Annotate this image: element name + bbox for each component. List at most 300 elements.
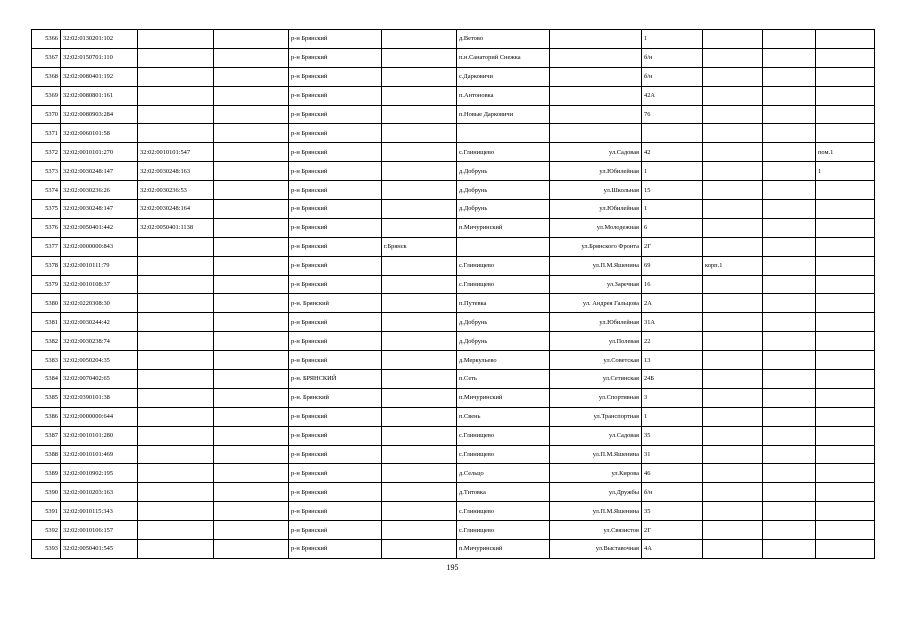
table-cell: д.Добрунь [457, 200, 550, 219]
table-cell [816, 294, 875, 313]
table-cell [763, 483, 816, 502]
table-cell [214, 237, 289, 256]
table-cell [816, 48, 875, 67]
table-cell: р-н Брянский [289, 483, 382, 502]
table-cell: р-н Брянский [289, 48, 382, 67]
table-cell [382, 48, 457, 67]
table-cell: р-н. Брянский [289, 388, 382, 407]
table-cell [703, 143, 763, 162]
table-cell [382, 162, 457, 181]
table-cell [763, 181, 816, 200]
table-row [32, 275, 875, 294]
table-cell: 32:02:0030248:147 [61, 200, 138, 219]
table-cell: 32:02:0010101:280 [61, 426, 138, 445]
table-cell: 32:02:0010115:343 [61, 502, 138, 521]
table-row [32, 143, 875, 162]
table-cell [382, 86, 457, 105]
table-cell: ул.П.М.Яшенина [550, 445, 642, 464]
table-cell [816, 256, 875, 275]
table-cell: п.Новые Дарковичи [457, 105, 550, 124]
table-row [32, 502, 875, 521]
table-cell [816, 483, 875, 502]
table-cell: 5378 [32, 256, 61, 275]
table-cell [382, 464, 457, 483]
table-cell [214, 124, 289, 143]
table-cell: 1 [816, 162, 875, 181]
table-cell [138, 370, 214, 389]
table-row [32, 464, 875, 483]
table-cell: 5371 [32, 124, 61, 143]
table-cell: р-н Брянский [289, 502, 382, 521]
table-row [32, 521, 875, 540]
table-cell [138, 256, 214, 275]
table-cell [138, 86, 214, 105]
table-cell [214, 332, 289, 351]
table-body [32, 30, 875, 559]
table-cell: 32:02:0220308:30 [61, 294, 138, 313]
table-cell [816, 218, 875, 237]
table-cell: п.Мичуринский [457, 540, 550, 559]
table-cell [214, 86, 289, 105]
table-cell: р-н Брянский [289, 275, 382, 294]
table-cell: 76 [642, 105, 703, 124]
table-cell: ул.Полевая [550, 332, 642, 351]
table-cell [816, 86, 875, 105]
table-cell: р-н Брянский [289, 313, 382, 332]
table-cell [763, 162, 816, 181]
table-cell [763, 275, 816, 294]
table-cell: с.Глинищево [457, 426, 550, 445]
table-cell: р-н Брянский [289, 200, 382, 219]
table-cell: 5385 [32, 388, 61, 407]
table-cell [816, 502, 875, 521]
table-cell: р-н Брянский [289, 86, 382, 105]
table-cell [214, 48, 289, 67]
table-cell [703, 426, 763, 445]
table-cell [138, 237, 214, 256]
table-cell [382, 540, 457, 559]
table-cell: 5386 [32, 407, 61, 426]
table-cell: 5369 [32, 86, 61, 105]
table-cell [138, 105, 214, 124]
table-cell [763, 521, 816, 540]
table-cell [214, 30, 289, 49]
table-cell: 32:02:0050204:35 [61, 351, 138, 370]
table-cell [138, 124, 214, 143]
table-cell: 32:02:0390101:38 [61, 388, 138, 407]
table-cell [703, 445, 763, 464]
table-cell: 5381 [32, 313, 61, 332]
table-cell [816, 275, 875, 294]
table-cell [816, 426, 875, 445]
table-cell: 31А [642, 313, 703, 332]
table-cell [457, 237, 550, 256]
table-cell [214, 521, 289, 540]
table-cell [816, 407, 875, 426]
table-cell: д.Добрунь [457, 313, 550, 332]
table-cell: б/н [642, 48, 703, 67]
table-cell: корп.1 [703, 256, 763, 275]
table-cell: 5375 [32, 200, 61, 219]
table-row [32, 162, 875, 181]
table-cell [703, 86, 763, 105]
table-cell: пом.1 [816, 143, 875, 162]
table-cell: р-н Брянский [289, 540, 382, 559]
table-cell: 5393 [32, 540, 61, 559]
table-cell [703, 200, 763, 219]
table-cell: ул.Дружбы [550, 483, 642, 502]
table-cell: 32:02:0030236:26 [61, 181, 138, 200]
table-cell [138, 540, 214, 559]
table-cell: 5382 [32, 332, 61, 351]
table-cell: 31 [642, 445, 703, 464]
table-row [32, 332, 875, 351]
table-row [32, 370, 875, 389]
table-cell: 32:02:0010902:195 [61, 464, 138, 483]
table-cell: 32:02:0010111:79 [61, 256, 138, 275]
table-cell [214, 256, 289, 275]
table-cell [214, 313, 289, 332]
table-cell: 5366 [32, 30, 61, 49]
table-cell: р-н Брянский [289, 521, 382, 540]
table-cell: ул.Юбилейная [550, 313, 642, 332]
table-cell: р-н. Брянский [289, 294, 382, 313]
table-cell [703, 351, 763, 370]
table-cell [550, 30, 642, 49]
table-cell [214, 407, 289, 426]
table-cell [214, 483, 289, 502]
table-cell: р-н Брянский [289, 124, 382, 143]
table-cell [382, 294, 457, 313]
table-cell [816, 332, 875, 351]
table-cell: р-н Брянский [289, 332, 382, 351]
table-row [32, 483, 875, 502]
table-cell [382, 445, 457, 464]
table-cell: 5387 [32, 426, 61, 445]
table-row [32, 351, 875, 370]
table-cell [763, 294, 816, 313]
table-cell [703, 502, 763, 521]
table-cell: 1 [642, 200, 703, 219]
table-row [32, 30, 875, 49]
table-cell: 35 [642, 502, 703, 521]
table-cell: с.Глинищево [457, 143, 550, 162]
table-cell [382, 407, 457, 426]
table-cell [382, 200, 457, 219]
table-cell: 32:02:0010106:157 [61, 521, 138, 540]
table-cell: р-н Брянский [289, 218, 382, 237]
table-cell: 32:02:0050401:1138 [138, 218, 214, 237]
table-cell: 5374 [32, 181, 61, 200]
table-cell: 32:02:0030236:53 [138, 181, 214, 200]
table-cell [816, 313, 875, 332]
table-cell: р-н Брянский [289, 407, 382, 426]
table-cell [138, 313, 214, 332]
table-cell [214, 370, 289, 389]
table-cell [382, 105, 457, 124]
table-cell: 5368 [32, 67, 61, 86]
table-cell [550, 48, 642, 67]
table-cell: 32:02:0060101:58 [61, 124, 138, 143]
table-cell: р-н Брянский [289, 143, 382, 162]
table-cell [214, 540, 289, 559]
table-cell [816, 181, 875, 200]
table-cell: 32:02:0030248:163 [138, 162, 214, 181]
table-cell: 69 [642, 256, 703, 275]
table-cell: б/н [642, 483, 703, 502]
table-cell [763, 426, 816, 445]
table-cell: 32:02:0000000:843 [61, 237, 138, 256]
table-cell [816, 388, 875, 407]
table-cell [382, 218, 457, 237]
table-cell: ул.Молодежная [550, 218, 642, 237]
table-cell [703, 407, 763, 426]
table-cell [763, 237, 816, 256]
table-cell [763, 256, 816, 275]
table-cell: п.Мичуринский [457, 388, 550, 407]
table-cell: п.Путевка [457, 294, 550, 313]
table-cell [816, 30, 875, 49]
table-cell: ул.Выставочная [550, 540, 642, 559]
table-cell [703, 464, 763, 483]
table-cell: ул.Юбилейная [550, 200, 642, 219]
table-cell [382, 502, 457, 521]
table-cell [214, 464, 289, 483]
table-row [32, 48, 875, 67]
table-cell [703, 521, 763, 540]
table-cell [816, 464, 875, 483]
table-cell [816, 67, 875, 86]
table-cell: ул.П.М.Яшенина [550, 502, 642, 521]
table-cell [763, 502, 816, 521]
table-cell [763, 332, 816, 351]
table-cell: 5373 [32, 162, 61, 181]
table-cell: ул.Заречная [550, 275, 642, 294]
table-cell: 6 [642, 218, 703, 237]
table-cell: 5379 [32, 275, 61, 294]
table-cell [382, 143, 457, 162]
table-cell: ул.Советская [550, 351, 642, 370]
table-cell: р-н Брянский [289, 181, 382, 200]
table-cell: 32:02:0070402:65 [61, 370, 138, 389]
table-cell: ул.Брянского Фронта [550, 237, 642, 256]
table-cell [457, 124, 550, 143]
table-cell: п.Мичуринский [457, 218, 550, 237]
table-cell: р-н Брянский [289, 67, 382, 86]
table-cell [214, 426, 289, 445]
table-cell [816, 370, 875, 389]
table-row [32, 294, 875, 313]
table-cell [138, 388, 214, 407]
table-cell: 22 [642, 332, 703, 351]
table-cell [382, 275, 457, 294]
table-cell: 32:02:0010101:270 [61, 143, 138, 162]
table-cell: р-н Брянский [289, 351, 382, 370]
registry-table [31, 29, 875, 559]
table-row [32, 181, 875, 200]
table-cell [816, 237, 875, 256]
table-cell [703, 332, 763, 351]
table-cell [138, 48, 214, 67]
table-cell [382, 124, 457, 143]
table-cell: 32:02:0010108:37 [61, 275, 138, 294]
table-cell: р-н Брянский [289, 162, 382, 181]
table-cell: д.Меркульево [457, 351, 550, 370]
table-cell [382, 332, 457, 351]
table-row [32, 445, 875, 464]
table-cell [550, 124, 642, 143]
table-row [32, 200, 875, 219]
table-cell: с.Глинищево [457, 275, 550, 294]
table-cell: 5392 [32, 521, 61, 540]
table-cell: ул.Садовая [550, 143, 642, 162]
table-cell: р-н Брянский [289, 105, 382, 124]
table-cell: 5370 [32, 105, 61, 124]
table-cell [382, 313, 457, 332]
table-cell: 5380 [32, 294, 61, 313]
table-cell [763, 30, 816, 49]
table-cell: ул.Спортивная [550, 388, 642, 407]
table-cell: 32:02:0030248:164 [138, 200, 214, 219]
table-row [32, 67, 875, 86]
table-cell: 42А [642, 86, 703, 105]
table-cell [138, 521, 214, 540]
table-cell: п.Свень [457, 407, 550, 426]
table-cell [214, 502, 289, 521]
table-cell: ул.Кирова [550, 464, 642, 483]
table-cell: ул.Сетинская [550, 370, 642, 389]
table-cell: с.Глинищево [457, 521, 550, 540]
table-cell [816, 521, 875, 540]
table-cell: ул. Андрея Гальцова [550, 294, 642, 313]
table-cell: с.Глинищево [457, 502, 550, 521]
table-cell [763, 445, 816, 464]
table-cell: 32:02:0130201:102 [61, 30, 138, 49]
table-cell [763, 370, 816, 389]
table-cell: р-н Брянский [289, 30, 382, 49]
table-cell [816, 124, 875, 143]
table-cell [703, 124, 763, 143]
table-cell: 32:02:0080801:161 [61, 86, 138, 105]
table-cell: 4А [642, 540, 703, 559]
table-cell: 24Б [642, 370, 703, 389]
table-cell: 1 [642, 407, 703, 426]
table-cell [642, 124, 703, 143]
table-cell: 32:02:0010203:163 [61, 483, 138, 502]
table-cell [138, 294, 214, 313]
table-cell [214, 162, 289, 181]
table-cell: 2А [642, 294, 703, 313]
table-cell [763, 313, 816, 332]
table-cell: ул.Связистов [550, 521, 642, 540]
table-cell: 32:02:0080903:284 [61, 105, 138, 124]
table-cell: 32:02:0010101:547 [138, 143, 214, 162]
table-cell: б/н [642, 67, 703, 86]
table-cell [703, 294, 763, 313]
table-cell: г.Брянск [382, 237, 457, 256]
table-cell [382, 521, 457, 540]
table-row [32, 237, 875, 256]
table-cell [816, 105, 875, 124]
table-row [32, 124, 875, 143]
table-row [32, 256, 875, 275]
table-cell: с.Глинищево [457, 256, 550, 275]
table-cell [382, 351, 457, 370]
table-cell [214, 181, 289, 200]
table-row [32, 388, 875, 407]
table-cell [703, 237, 763, 256]
table-row [32, 218, 875, 237]
table-row [32, 426, 875, 445]
table-cell: с.Глинищево [457, 445, 550, 464]
table-cell [816, 200, 875, 219]
table-cell: 5389 [32, 464, 61, 483]
table-row [32, 540, 875, 559]
table-cell [382, 388, 457, 407]
table-cell [214, 275, 289, 294]
table-cell [816, 540, 875, 559]
table-cell: 5367 [32, 48, 61, 67]
table-cell: 2Г [642, 237, 703, 256]
table-row [32, 313, 875, 332]
table-cell [138, 30, 214, 49]
table-cell: 42 [642, 143, 703, 162]
table-cell: 32:02:0010101:469 [61, 445, 138, 464]
table-cell [763, 124, 816, 143]
table-cell [703, 388, 763, 407]
page-number: 195 [446, 563, 459, 572]
table-cell [382, 30, 457, 49]
table-cell [816, 351, 875, 370]
table-cell [763, 86, 816, 105]
table-cell: 35 [642, 426, 703, 445]
table-cell [214, 200, 289, 219]
table-cell [214, 445, 289, 464]
table-cell [382, 483, 457, 502]
table-cell: 1 [642, 162, 703, 181]
table-cell [703, 275, 763, 294]
table-cell: 32:02:0150701:110 [61, 48, 138, 67]
table-cell [763, 464, 816, 483]
table-cell: ул.Садовая [550, 426, 642, 445]
table-cell: 3 [642, 388, 703, 407]
table-cell: 5383 [32, 351, 61, 370]
table-cell: 5372 [32, 143, 61, 162]
table-cell [214, 143, 289, 162]
table-cell [703, 30, 763, 49]
table-cell: д.Сельцо [457, 464, 550, 483]
table-cell [382, 181, 457, 200]
table-cell: ул.П.М.Яшенина [550, 256, 642, 275]
table-cell [703, 483, 763, 502]
table-cell: д.Титовка [457, 483, 550, 502]
table-cell [703, 218, 763, 237]
table-cell [214, 388, 289, 407]
table-cell: 32:02:0030238:74 [61, 332, 138, 351]
table-cell [703, 370, 763, 389]
table-cell: 32:02:0030248:147 [61, 162, 138, 181]
table-cell [138, 332, 214, 351]
table-cell [550, 105, 642, 124]
table-cell: р-н Брянский [289, 256, 382, 275]
table-cell [763, 407, 816, 426]
table-cell: 5377 [32, 237, 61, 256]
table-cell: 32:02:0050401:545 [61, 540, 138, 559]
table-cell: п.н.Санаторий Снежка [457, 48, 550, 67]
table-cell: 1 [642, 30, 703, 49]
table-row [32, 105, 875, 124]
table-cell [138, 502, 214, 521]
